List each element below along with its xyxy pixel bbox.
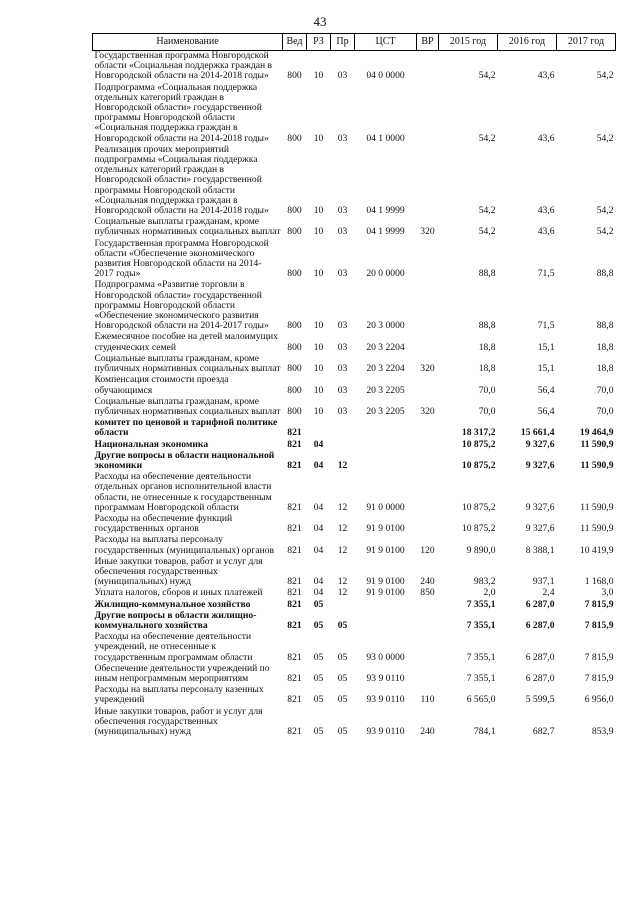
row-pr: 03 xyxy=(337,405,348,417)
row-rz: 10 xyxy=(313,70,324,82)
row-name: Обеспечение деятельности учреждений по иным непрограммным мероприятиям xyxy=(94,662,270,684)
row-2015: 70,0 xyxy=(478,384,496,396)
table-row xyxy=(93,332,616,353)
table-row xyxy=(93,145,616,217)
row-2016: 15 661,4 xyxy=(520,427,555,439)
row-pr xyxy=(331,440,355,451)
header-2016: 2016 год xyxy=(498,34,557,51)
row-pr: 12 xyxy=(337,523,348,535)
row-2017: 11 590,9 xyxy=(580,438,614,450)
row-2016: 43,6 xyxy=(537,205,555,217)
row-name: Подпрограмма «Развитие торговли в Новгородской области» государственной программы Новгородской области «Обеспечение экономического развития Новгородской области на 2014-2017 годы» xyxy=(94,279,269,332)
row-ved: 821 xyxy=(287,438,302,450)
row-ved: 821 xyxy=(287,576,302,588)
row-ved: 821 xyxy=(287,523,302,535)
table-row xyxy=(93,707,616,739)
row-ved: 800 xyxy=(287,341,302,353)
header-pr: Пр xyxy=(331,34,355,51)
row-vr xyxy=(417,145,439,217)
table-row xyxy=(93,611,616,632)
row-name: Социальные выплаты гражданам, кроме публичных нормативных социальных выплат xyxy=(94,395,281,417)
row-2016: 6 287,0 xyxy=(525,598,555,610)
row-ved: 821 xyxy=(287,598,302,610)
row-ved: 800 xyxy=(287,132,302,144)
row-2015: 54,2 xyxy=(478,226,496,238)
row-vr xyxy=(417,239,439,281)
row-vr xyxy=(417,632,439,664)
row-2016: 6 287,0 xyxy=(525,672,555,684)
row-2017: 70,0 xyxy=(596,384,614,396)
row-cst: 20 3 2205 xyxy=(366,405,405,417)
row-2016: 71,5 xyxy=(537,320,555,332)
row-2015: 54,2 xyxy=(478,132,496,144)
row-2015: 18,8 xyxy=(478,341,496,353)
row-vr xyxy=(417,332,439,353)
row-cst xyxy=(355,418,417,439)
row-rz: 05 xyxy=(313,726,324,737)
table-row xyxy=(93,472,616,514)
row-name: Расходы на выплаты персоналу государственных (муниципальных) органов xyxy=(94,534,275,556)
row-vr: 240 xyxy=(420,726,435,737)
row-cst: 91 0 0000 xyxy=(366,501,405,513)
row-rz: 10 xyxy=(313,205,324,217)
row-2015: 54,2 xyxy=(478,205,496,217)
page-number: 43 xyxy=(313,14,327,29)
row-2015: 2,0 xyxy=(483,587,496,599)
row-2016: 937,1 xyxy=(532,576,555,588)
row-cst xyxy=(355,451,417,472)
row-cst: 93 0 0000 xyxy=(366,651,405,663)
header-2017: 2017 год xyxy=(557,34,616,51)
row-name: Реализация прочих мероприятий подпрограммы «Социальная поддержка отдельных категорий граждан в Новгородской области» государственной программы Новгородской области «Социальная поддержка граждан в Новгородской области на 2014-2018 годы» xyxy=(94,143,269,217)
row-rz: 04 xyxy=(313,544,324,556)
row-pr: 12 xyxy=(337,576,348,588)
row-rz: 04 xyxy=(313,438,324,450)
row-2016: 56,4 xyxy=(537,384,555,396)
row-rz: 04 xyxy=(313,587,324,599)
table-row xyxy=(93,632,616,664)
row-pr: 05 xyxy=(337,651,348,663)
row-2017: 18,8 xyxy=(596,341,614,353)
row-2017: 11 590,9 xyxy=(580,523,614,535)
row-2017: 54,2 xyxy=(596,70,614,82)
table-row xyxy=(93,557,616,589)
row-vr: 320 xyxy=(420,405,435,417)
row-pr: 05 xyxy=(337,694,348,706)
row-cst xyxy=(355,440,417,451)
row-ved: 821 xyxy=(287,726,302,737)
row-name: Расходы на обеспечение деятельности учреждений, не отнесенные к государственным программам области xyxy=(94,631,253,663)
row-cst: 20 3 2205 xyxy=(366,384,405,396)
row-rz: 04 xyxy=(313,576,324,588)
row-vr: 320 xyxy=(420,363,435,375)
row-cst: 04 1 9999 xyxy=(366,205,405,217)
row-ved: 821 xyxy=(287,459,302,471)
row-vr xyxy=(417,472,439,514)
row-pr: 03 xyxy=(337,205,348,217)
row-vr: 120 xyxy=(420,544,435,556)
row-cst: 20 3 2204 xyxy=(366,363,405,375)
row-rz: 05 xyxy=(313,598,324,610)
row-name: Ежемесячное пособие на детей малоимущих студенческих семей xyxy=(94,331,278,353)
row-2017: 11 590,9 xyxy=(580,459,614,471)
row-vr xyxy=(417,440,439,451)
row-rz: 10 xyxy=(313,341,324,353)
row-pr: 05 xyxy=(337,672,348,684)
row-2017: 3,0 xyxy=(601,587,614,599)
row-name: Государственная программа Новгородской области «Обеспечение экономического развития Новгородской области на 2014-2017 годы» xyxy=(94,237,269,280)
row-cst: 04 1 0000 xyxy=(366,132,405,144)
row-2017: 7 815,9 xyxy=(584,598,614,610)
row-2015: 983,2 xyxy=(473,576,496,588)
row-rz: 10 xyxy=(313,384,324,396)
row-name: Социальные выплаты гражданам, кроме публичных нормативных социальных выплат xyxy=(94,216,281,238)
row-2015: 18,8 xyxy=(478,363,496,375)
table-row xyxy=(93,418,616,439)
row-pr: 03 xyxy=(337,384,348,396)
row-cst: 04 1 9999 xyxy=(366,226,405,238)
row-2017: 11 590,9 xyxy=(580,501,614,513)
row-name: Социальные выплаты гражданам, кроме публичных нормативных социальных выплат xyxy=(94,352,281,375)
row-2015: 9 890,0 xyxy=(466,544,496,556)
row-2016: 15,1 xyxy=(537,341,555,353)
table-row xyxy=(93,664,616,685)
table-row xyxy=(93,51,616,83)
row-vr xyxy=(417,600,439,611)
header-2015: 2015 год xyxy=(439,34,498,51)
row-name: Иные закупки товаров, работ и услуг для обеспечения государственных (муниципальных) нужд xyxy=(94,555,263,588)
row-ved: 821 xyxy=(287,651,302,663)
table-row xyxy=(93,451,616,472)
row-2016: 6 287,0 xyxy=(525,651,555,663)
table-row xyxy=(93,217,616,238)
row-2017: 10 419,9 xyxy=(579,544,614,556)
row-rz: 10 xyxy=(313,268,324,280)
row-vr xyxy=(417,51,439,83)
row-pr: 05 xyxy=(337,619,348,631)
row-pr: 03 xyxy=(337,320,348,332)
row-2016: 56,4 xyxy=(537,405,555,417)
table-row xyxy=(93,280,616,332)
row-name: Уплата налогов, сборов и иных платежей xyxy=(94,587,263,599)
row-cst: 20 3 0000 xyxy=(366,320,405,332)
row-2017: 853,9 xyxy=(591,726,614,737)
row-pr: 12 xyxy=(337,544,348,556)
row-rz: 04 xyxy=(313,459,324,471)
table-row xyxy=(93,588,616,599)
table-row xyxy=(93,354,616,375)
row-2017: 70,0 xyxy=(596,405,614,417)
row-2017: 88,8 xyxy=(596,268,614,280)
row-2016: 43,6 xyxy=(537,132,555,144)
row-ved: 800 xyxy=(287,320,302,332)
row-ved: 821 xyxy=(287,587,302,599)
row-2017: 7 815,9 xyxy=(584,672,614,684)
row-cst: 20 3 2204 xyxy=(366,341,405,353)
row-vr xyxy=(417,451,439,472)
row-ved: 821 xyxy=(287,544,302,556)
row-ved: 800 xyxy=(287,405,302,417)
table-row xyxy=(93,685,616,706)
table-row xyxy=(93,514,616,535)
row-ved: 821 xyxy=(287,427,302,439)
row-ved: 800 xyxy=(287,226,302,238)
row-2015: 6 565,0 xyxy=(466,694,496,706)
row-rz: 05 xyxy=(313,672,324,684)
row-2016: 9 327,6 xyxy=(525,523,555,535)
table-header-row xyxy=(93,34,616,51)
row-name: Национальная экономика xyxy=(94,438,209,450)
row-pr: 03 xyxy=(337,226,348,238)
row-cst: 91 9 0100 xyxy=(366,523,405,535)
row-2016: 2,4 xyxy=(542,587,555,599)
row-pr: 03 xyxy=(337,132,348,144)
row-cst xyxy=(355,600,417,611)
row-ved: 821 xyxy=(287,672,302,684)
table-row xyxy=(93,535,616,556)
row-2016: 9 327,6 xyxy=(525,438,555,450)
row-name: Расходы на обеспечение деятельности отдельных органов исполнительной власти области, не отнесенные к государственным программам Новгородской области xyxy=(94,471,272,513)
row-name: Другие вопросы в области национальной экономики xyxy=(94,449,275,471)
row-2015: 7 355,1 xyxy=(466,651,496,663)
row-vr xyxy=(417,664,439,685)
row-2016: 8 388,1 xyxy=(525,544,555,556)
row-pr: 03 xyxy=(337,268,348,280)
header-ved: Вед xyxy=(283,34,307,51)
table-body xyxy=(93,51,616,739)
row-2016: 15,1 xyxy=(537,363,555,375)
row-vr: 850 xyxy=(420,587,435,599)
row-pr: 05 xyxy=(337,726,348,737)
row-pr: 12 xyxy=(337,501,348,513)
row-cst: 91 9 0100 xyxy=(366,587,405,599)
row-2017: 54,2 xyxy=(596,132,614,144)
row-ved: 800 xyxy=(287,363,302,375)
row-2017: 7 815,9 xyxy=(584,651,614,663)
row-pr xyxy=(331,600,355,611)
row-vr xyxy=(417,375,439,396)
table-row xyxy=(93,239,616,281)
row-2015: 10 875,2 xyxy=(461,459,496,471)
row-2016: 9 327,6 xyxy=(525,501,555,513)
row-2015: 7 355,1 xyxy=(466,619,496,631)
row-2016: 71,5 xyxy=(537,268,555,280)
row-name: Иные закупки товаров, работ и услуг для обеспечения государственных (муниципальных) нужд xyxy=(94,705,263,737)
row-2017: 6 956,0 xyxy=(584,694,614,706)
row-2015: 7 355,1 xyxy=(466,598,496,610)
row-rz: 10 xyxy=(313,363,324,375)
row-vr: 110 xyxy=(420,694,435,706)
row-name: Расходы на обеспечение функций государственных органов xyxy=(94,512,233,535)
row-rz: 05 xyxy=(313,619,324,631)
row-2015: 70,0 xyxy=(478,405,496,417)
row-2016: 43,6 xyxy=(537,226,555,238)
header-name: Наименование xyxy=(93,34,283,51)
row-2016: 9 327,6 xyxy=(525,459,555,471)
row-ved: 800 xyxy=(287,70,302,82)
row-2015: 10 875,2 xyxy=(461,523,496,535)
row-2017: 19 464,9 xyxy=(579,427,614,439)
row-rz: 10 xyxy=(313,320,324,332)
row-vr xyxy=(417,418,439,439)
row-rz: 10 xyxy=(313,132,324,144)
row-2016: 6 287,0 xyxy=(525,619,555,631)
row-2015: 10 875,2 xyxy=(461,438,496,450)
budget-table xyxy=(92,33,616,738)
row-2016: 43,6 xyxy=(537,70,555,82)
row-cst: 93 9 0110 xyxy=(366,726,405,737)
table-row xyxy=(93,83,616,145)
row-ved: 821 xyxy=(287,694,302,706)
row-pr: 12 xyxy=(337,587,348,599)
row-name: комитет по ценовой и тарифной политике области xyxy=(94,417,278,439)
table-row xyxy=(93,397,616,418)
row-vr xyxy=(417,280,439,332)
row-ved: 800 xyxy=(287,205,302,217)
row-cst: 20 0 0000 xyxy=(366,268,405,280)
row-name: Другие вопросы в области жилищно-коммунального хозяйства xyxy=(94,609,257,631)
row-vr xyxy=(417,611,439,632)
row-2016: 682,7 xyxy=(532,726,555,737)
header-cst: ЦСТ xyxy=(355,34,417,51)
row-ved: 800 xyxy=(287,268,302,280)
row-2017: 88,8 xyxy=(596,320,614,332)
row-2015: 7 355,1 xyxy=(466,672,496,684)
row-name: Компенсация стоимости проезда обучающимся xyxy=(94,374,229,396)
row-pr: 12 xyxy=(337,459,348,471)
row-cst: 93 9 0110 xyxy=(366,672,405,684)
row-cst xyxy=(355,611,417,632)
row-name: Подпрограмма «Социальная поддержка отдельных категорий граждан в Новгородской области» государственной программы Новгородской области «Социальная поддержка граждан в Новгородской области на 2014-2018 годы» xyxy=(94,81,269,144)
row-rz: 05 xyxy=(313,694,324,706)
row-pr: 03 xyxy=(337,363,348,375)
table-row xyxy=(93,375,616,396)
row-2015: 784,1 xyxy=(473,726,496,737)
row-ved: 821 xyxy=(287,501,302,513)
row-vr: 320 xyxy=(420,226,435,238)
row-name: Государственная программа Новгородской области «Социальная поддержка граждан в Новгородской области на 2014-2018 годы» xyxy=(94,50,273,82)
row-2017: 54,2 xyxy=(596,226,614,238)
row-rz: 10 xyxy=(313,405,324,417)
row-2015: 88,8 xyxy=(478,320,496,332)
row-vr xyxy=(417,83,439,145)
row-cst: 91 9 0100 xyxy=(366,576,405,588)
row-pr: 03 xyxy=(337,341,348,353)
row-rz: 10 xyxy=(313,226,324,238)
row-2017: 1 168,0 xyxy=(584,576,614,588)
header-rz: РЗ xyxy=(307,34,331,51)
row-name: Расходы на выплаты персоналу казенных учреждений xyxy=(94,684,264,706)
row-2017: 18,8 xyxy=(596,363,614,375)
row-rz: 04 xyxy=(313,523,324,535)
row-rz: 05 xyxy=(313,651,324,663)
row-2015: 18 317,2 xyxy=(461,427,496,439)
row-2015: 10 875,2 xyxy=(461,501,496,513)
row-pr xyxy=(331,418,355,439)
row-cst: 04 0 0000 xyxy=(366,70,405,82)
row-rz: 04 xyxy=(313,501,324,513)
row-2016: 5 599,5 xyxy=(525,694,555,706)
row-rz xyxy=(307,418,331,439)
row-vr: 240 xyxy=(420,576,435,588)
header-vr: ВР xyxy=(417,34,439,51)
row-2015: 54,2 xyxy=(478,70,496,82)
row-2017: 7 815,9 xyxy=(584,619,614,631)
row-2017: 54,2 xyxy=(596,205,614,217)
row-ved: 821 xyxy=(287,619,302,631)
row-cst: 91 9 0100 xyxy=(366,544,405,556)
row-vr xyxy=(417,514,439,535)
row-ved: 800 xyxy=(287,384,302,396)
row-pr: 03 xyxy=(337,70,348,82)
row-cst: 93 9 0110 xyxy=(366,694,405,706)
row-name: Жилищно-коммунальное хозяйство xyxy=(94,598,251,610)
row-2015: 88,8 xyxy=(478,268,496,280)
